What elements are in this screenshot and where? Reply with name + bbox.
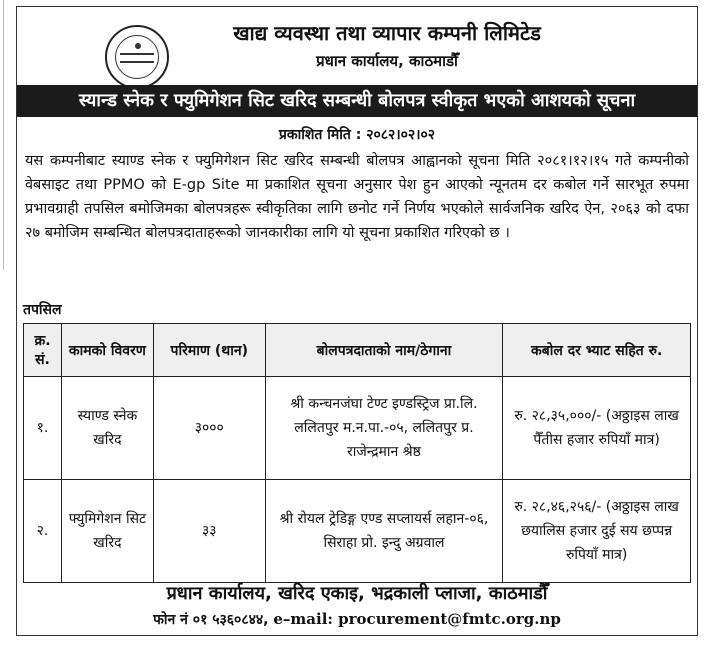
header-quantity: परिमाण (थान) — [153, 324, 265, 377]
table-row — [24, 480, 691, 583]
contact-line — [17, 610, 697, 629]
cell-rate: रु. २८,३५,०००/- (अठ्ठाइस लाख पैँतीस हजार रुपियाँ मात्र) — [503, 377, 691, 480]
phone-number: फोन नं ०१ ५३६०८४४, — [153, 612, 269, 628]
company-name: खाद्य व्यवस्था तथा व्यापार कम्पनी लिमिटेड — [233, 21, 541, 45]
cell-bidder: श्री रोयल ट्रेडिङ्ग एण्ड सप्लायर्स लहान-०६, सिराहा प्रो. इन्दु अग्रवाल — [265, 480, 503, 583]
header-work: कामको विवरण — [61, 324, 153, 377]
notice-frame — [16, 6, 698, 636]
table-header-row — [24, 324, 691, 377]
header-bidder: बोलपत्रदाताको नाम/ठेगाना — [265, 324, 503, 377]
head-office: प्रधान कार्यालय, काठमाडौँ — [316, 52, 458, 70]
cell-sn: १. — [24, 377, 62, 480]
award-table — [23, 323, 691, 583]
published-date: प्रकाशित मिति : २०८२।०२।०२ — [278, 127, 436, 143]
cell-work: फ्युमिगेशन सिट खरिद — [61, 480, 153, 583]
email-link[interactable]: e–mail: procurement@fmtc.org.np — [273, 610, 561, 628]
cell-work: स्याण्ड स्नेक खरिद — [61, 377, 153, 480]
cell-quantity: ३३ — [153, 480, 265, 583]
header-rate: कबोल दर भ्याट सहित रु. — [503, 324, 691, 377]
notice-body: यस कम्पनीबाट स्याण्ड स्नेक र फ्युमिगेशन सिट खरिद सम्बन्धी बोलपत्र आह्वानको सूचना मिति २०८१।१२।१५ गते कम्पनीको वेबसाइट तथा PPMO को E-gp Site मा प्रकाशित सूचना अनुसार पेश हुन आएको न्यूनतम दर कबोल गर्ने सारभूत रुपमा प्रभावग्राही तपसिल बमोजिमका बोलपत्रहरू स्वीकृतिका लागि छनोट गर्ने निर्णय भएकोले सार्वजनिक खरिद ऐन, २०६३ को दफा २७ बमोजिम सम्बन्धित बोलपत्रदाताहरूको जानकारीका लागि यो सूचना प्रकाशित गरिएको छ । — [25, 153, 689, 241]
company-seal-icon — [105, 25, 169, 89]
procurement-unit-address: प्रधान कार्यालय, खरिद एकाइ, भद्रकाली प्लाजा, काठमाडौँ — [166, 583, 548, 604]
cell-quantity: ३००० — [153, 377, 265, 480]
header-sn: क्र. सं. — [24, 324, 62, 377]
cell-bidder: श्री कन्चनजंघा टेण्ट इण्डस्ट्रिज प्रा.लि. ललितपुर म.न.पा.-०५, ललितपुर प्र. राजेन्द्रमान श्रेष्ठ — [265, 377, 503, 480]
cell-rate: रु. २८,४६,२५६/- (अठ्ठाइस लाख छयालिस हजार दुई सय छप्पन्न रुपियाँ मात्र) — [503, 480, 691, 583]
table-row — [24, 377, 691, 480]
cell-sn: २. — [24, 480, 62, 583]
margin-line — [3, 0, 4, 270]
notice-title: स्यान्ड स्नेक र फ्युमिगेशन सिट खरिद सम्बन्धी बोलपत्र स्वीकृत भएको आशयको सूचना — [17, 85, 697, 117]
details-label: तपसिल — [23, 302, 62, 318]
